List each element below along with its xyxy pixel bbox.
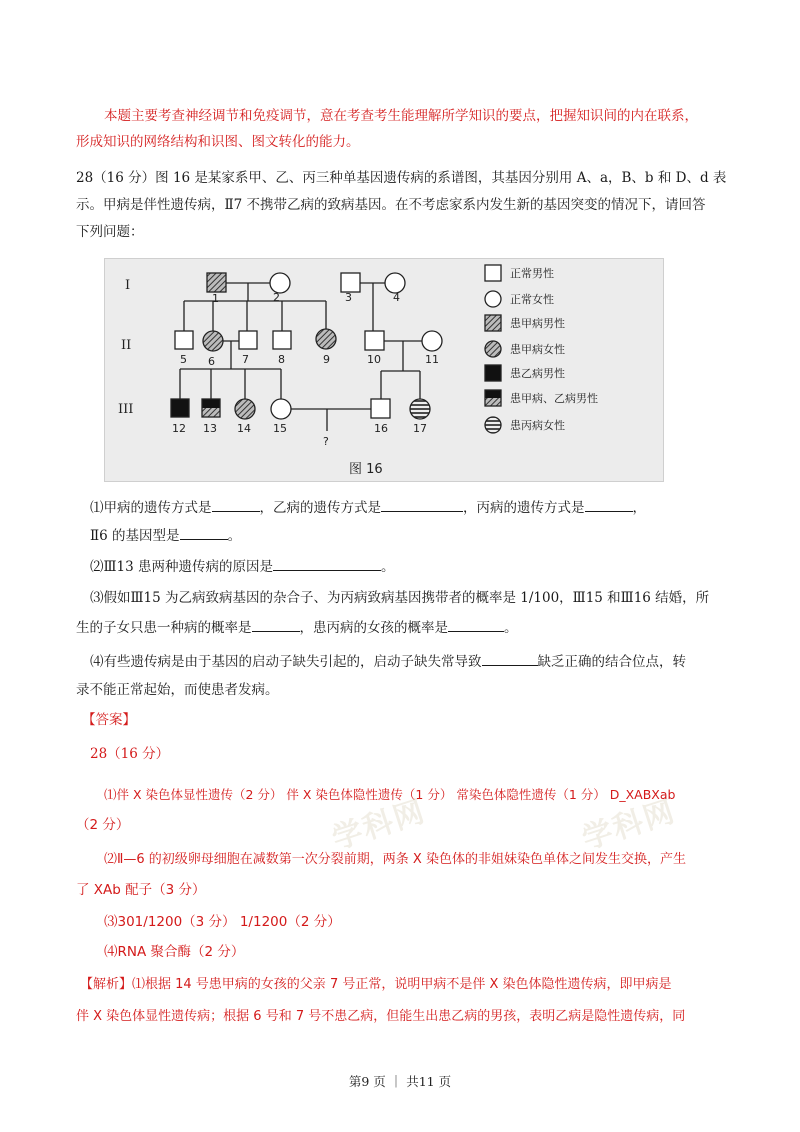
individual-12 — [171, 399, 189, 417]
q2-line — [90, 556, 395, 576]
q3-line-2 — [76, 617, 518, 637]
person-label: 13 — [203, 422, 217, 435]
individual-16 — [371, 399, 390, 418]
person-label: 2 — [273, 291, 280, 304]
person-label: 9 — [323, 353, 330, 366]
q1-text-b: ，乙病的遗传方式是 — [259, 500, 381, 516]
answer-blank[interactable] — [482, 651, 538, 666]
q1-text-c: ，丙病的遗传方式是 — [463, 500, 585, 516]
watermark: 学科网 — [578, 793, 681, 857]
person-label: 17 — [413, 422, 427, 435]
individual-11 — [422, 331, 442, 351]
pedigree-figure — [104, 258, 664, 482]
individual-15 — [271, 399, 291, 419]
legend-label: 患甲病女性 — [510, 343, 565, 356]
person-label: 12 — [172, 422, 186, 435]
intro-line-2: 形成知识的网络结构和识图、图文转化的能力。 — [76, 134, 360, 150]
answer-1-b: （2 分） — [76, 817, 130, 833]
q4-text-a: ⑷有些遗传病是由于基因的启动子缺失引起的，启动子缺失常导致 — [90, 654, 482, 670]
individual-2 — [270, 273, 290, 293]
person-label: 5 — [180, 353, 187, 366]
person-label: 8 — [278, 353, 285, 366]
figure-caption: 图 16 — [349, 462, 383, 477]
page-footer: 第9 页 ｜ 共11 页 — [348, 1074, 452, 1089]
individual-1 — [207, 273, 226, 292]
legend-label: 患甲病、乙病男性 — [510, 392, 598, 405]
q3-line-1: ⑶假如Ⅲ15 为乙病致病基因的杂合子、为丙病致病基因携带者的概率是 1/100，Ⅲ15 和Ⅲ16 结婚，所 — [90, 590, 710, 606]
q1-line-2 — [90, 525, 241, 545]
generation-label-2: II — [121, 338, 132, 353]
person-label: 4 — [393, 291, 400, 304]
q4-line-1 — [90, 651, 686, 671]
question-line-1: 28（16 分）图 16 是某家系甲、乙、丙三种单基因遗传病的系谱图，其基因分别用 A、a，B、b 和 D、d 表 — [76, 170, 727, 186]
q1-line-1 — [90, 497, 646, 517]
person-label: 1 — [212, 292, 219, 305]
legend-label: 患甲病男性 — [510, 317, 565, 330]
individual-4 — [385, 273, 405, 293]
q1-text-d: ， — [632, 500, 646, 516]
q3-text-c: ，患丙病的女孩的概率是 — [299, 620, 448, 636]
answer-3: ⑶301/1200（3 分） 1/1200（2 分） — [104, 914, 341, 930]
individual-9 — [316, 329, 336, 349]
answer-blank[interactable] — [273, 556, 381, 571]
answer-4: ⑷RNA 聚合酶（2 分） — [104, 944, 245, 960]
answer-blank[interactable] — [448, 617, 504, 632]
person-label: 10 — [367, 353, 381, 366]
individual-6 — [203, 331, 223, 351]
answer-number: 28（16 分） — [90, 746, 170, 762]
pedigree-chart — [105, 259, 663, 481]
answer-2: ⑵Ⅱ—6 的初级卵母细胞在减数第一次分裂前期，两条 X 染色体的非姐妹染色单体之间发生交换，产生 — [104, 852, 686, 867]
individual-3 — [341, 273, 360, 292]
q2-text-b: 。 — [381, 559, 395, 575]
q2-text-a: ⑵Ⅲ13 患两种遗传病的原因是 — [90, 559, 273, 575]
answer-blank[interactable] — [585, 497, 633, 512]
legend-label: 患丙病女性 — [510, 419, 565, 432]
legend-label: 正常男性 — [510, 267, 554, 280]
person-label: 15 — [273, 422, 287, 435]
individual-5 — [175, 331, 193, 349]
individual-8 — [273, 331, 291, 349]
question-line-2: 示。甲病是伴性遗传病，Ⅱ7 不携带乙病的致病基因。在不考虑家系内发生新的基因突变的情况下，请回答 — [76, 197, 706, 213]
person-label: 11 — [425, 353, 439, 366]
q1-text-e: Ⅱ6 的基因型是 — [90, 528, 180, 544]
q4-line-2: 录不能正常起始，而使患者发病。 — [76, 682, 279, 698]
person-label: ? — [323, 435, 329, 448]
individual-14 — [235, 399, 255, 419]
answer-blank[interactable] — [212, 497, 260, 512]
answer-blank[interactable] — [252, 617, 300, 632]
pedigree-legend — [485, 265, 598, 433]
q4-text-b: 缺乏正确的结合位点，转 — [537, 654, 686, 670]
q3-text-b: 生的子女只患一种病的概率是 — [76, 620, 252, 636]
answer-2-b: 了 XAb 配子（3 分） — [76, 882, 206, 898]
person-label: 16 — [374, 422, 388, 435]
watermark: 学科网 — [328, 793, 431, 857]
legend-label: 患乙病男性 — [510, 367, 565, 380]
person-label: 14 — [237, 422, 251, 435]
analysis-line-1: 【解析】⑴根据 14 号患甲病的女孩的父亲 7 号正常，说明甲病不是伴 X 染色体隐性遗传病，即甲病是 — [80, 977, 672, 992]
q1-text-f: 。 — [227, 528, 242, 544]
legend-label: 正常女性 — [510, 293, 554, 306]
answer-header: 【答案】 — [82, 712, 136, 728]
person-label: 6 — [208, 355, 215, 368]
answer-blank[interactable] — [381, 497, 463, 512]
intro-line-1: 本题主要考查神经调节和免疫调节，意在考查考生能理解所学知识的要点，把握知识间的内在联系， — [104, 108, 698, 124]
person-label: 3 — [345, 291, 352, 304]
question-line-3: 下列问题： — [76, 224, 144, 240]
person-label: 7 — [242, 353, 249, 366]
q3-text-d: 。 — [504, 620, 518, 636]
individual-10 — [365, 331, 384, 350]
analysis-line-2: 伴 X 染色体显性遗传病；根据 6 号和 7 号不患乙病，但能生出患乙病的男孩，表明乙病是隐性遗传病，同 — [76, 1009, 686, 1024]
answer-1: ⑴伴 X 染色体显性遗传（2 分） 伴 X 染色体隐性遗传（1 分） 常染色体隐性遗传（1 分） D_XABXab — [104, 787, 676, 802]
individual-7 — [239, 331, 257, 349]
individual-17 — [410, 399, 430, 419]
answer-blank[interactable] — [180, 525, 228, 540]
generation-label-1: I — [125, 278, 131, 293]
generation-label-3: III — [118, 402, 134, 417]
q1-text-a: ⑴甲病的遗传方式是 — [90, 500, 212, 516]
